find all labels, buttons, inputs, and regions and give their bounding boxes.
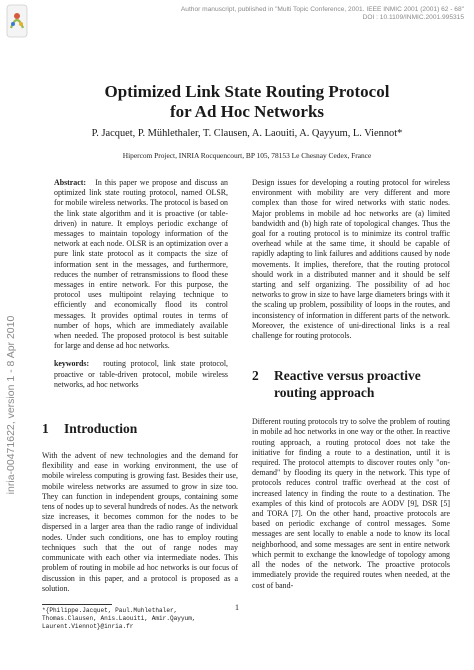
keywords-text: routing protocol, link state protocol, proactive or table-driven protocol, mobile wireless networks, ad hoc networks [54,359,228,389]
section-2-heading [252,367,450,401]
abstract [42,178,238,351]
left-column [42,178,238,631]
page-number: 1 [235,603,239,612]
header-line-1: Author manuscript, published in "Multi Topic Conference, 2001. IEEE INMIC 2001 (2001) 62 - 68" [180,6,464,13]
sidebar-identifier-text: inria-00471622, version 1 - 8 Apr 2010 [5,315,17,495]
author-list: P. Jacquet, P. Mühlethaler, T. Clausen, A. Laouiti, A. Qayyum, L. Viennot* [91,128,403,139]
header-line-2: DOI : 10.1109/INMIC.2001.995315 [362,14,464,22]
routing-approach-paragraph: Different routing protocols try to solve the problem of routing in mobile ad hoc networks in one way or the other. In reactive routing approach, a routing protocol does not take the initiative for finding a route to a destination, until it is required. The protocol attempts to discover routes only "on-demand" by flooding its query in the network. This type of protocols reduces control traffic overhead at the cost of increased latency in finding the route to a destination. The examples of this kind of protocols are AODV [9], DSR [5] and TORA [7]. On the other hand, proactive protocols are based on periodic exchange of control messages. Some messages are sent locally to enable a node to know its local neighborhood, and some messages are sent in entire network which permit to exchange the knowledge of topology among all the nodes of the network. The proactive protocols immediately provide the required routes when needed, at the cost of band- [252,417,450,590]
abstract-label: Abstract: [54,178,86,187]
affiliation: Hipercom Project, INRIA Rocquencourt, BP 105, 78153 Le Chesnay Cedex, France [122,151,372,160]
keywords [42,359,238,390]
paper-title [30,82,464,122]
hal-logo [6,4,28,38]
section-1-title: Introduction [64,421,138,437]
section-2-title-line-2: routing approach [274,385,375,401]
abstract-text: In this paper we propose and discuss an optimized link state routing protocol, named OLSR, for mobile wireless networks. The protocol is based on the link state algorithm and it is proactive (or table-driven) in nature. It employs periodic exchange of messages to maintain topology information of the network at each node. OLSR is an optimization over a pure link state protocol as it compacts the size of information sent in the messages, and furthermore, reduces the number of retransmissions to flood these messages in entire network. For this purpose, the protocol uses multipoint relaying technique to efficiently and economically flood its control messages. It provides optimal routes in terms of number of hops, which are immediately available when needed. The proposed protocol is best suitable for large and dense ad hoc networks. [54,178,228,351]
manuscript-header [134,6,464,23]
keywords-label: keywords: [54,359,90,369]
sidebar-identifier [3,245,19,565]
author-email-footnote: *{Philippe.Jacquet, Paul.Muhlethaler, Thomas.Clausen, Anis.Laouiti, Amir.Qayyum, Laurent.Viennot}@inria.fr [42,606,196,630]
right-column [252,178,450,591]
section-1-number: 1 [42,421,49,437]
design-issues-paragraph: Design issues for developing a routing protocol for wireless environment with mobility are very different and more complex than those for wired networks with static nodes. Major problems in mobile ad hoc networks are (a) limited bandwidth and (b) high rate of topological changes. Thus the goal for a routing protocol is to minimize its control traffic overhead while at the same time, it should be capable of rapidly adapting to link failures and additions caused by node movements. It implies, therefore, that the routing protocol should work in a distributed manner and it should be self starting and self organizing. The possibility of ad hoc networks to grow in size to have large diameters brings with it the scaling up problem, possibility of loops in the routes, and inconsistency of information in different parts of the network. Moreover, the existence of uni-directional links is a real challenge for routing protocols. [252,178,450,341]
section-2-number: 2 [252,368,259,384]
section-1-heading [42,420,238,437]
introduction-paragraph: With the advent of new technologies and the demand for flexibility and ease in working environment, the use of mobile wireless computing is growing fast. Besides their use, mobile wireless networks are assumed to grow in size too. They can function in independent groups, containing some tens of nodes up to several hundreds of nodes. As the network size increases, it becomes common for the nodes to be dispersed in a larger area than the radio range of individual nodes. Under such conditions, one has to employ routing techniques such that the out of range nodes may communicate with each other via intermediate nodes. This problem of routing in mobile ad hoc networks is our focus of discussion in this paper, and a protocol is proposed as a solution. [42,451,238,593]
section-2-title-line-1: Reactive versus proactive [274,368,421,384]
title-line-1: Optimized Link State Routing Protocol [104,82,390,101]
title-line-2: for Ad Hoc Networks [169,102,325,121]
